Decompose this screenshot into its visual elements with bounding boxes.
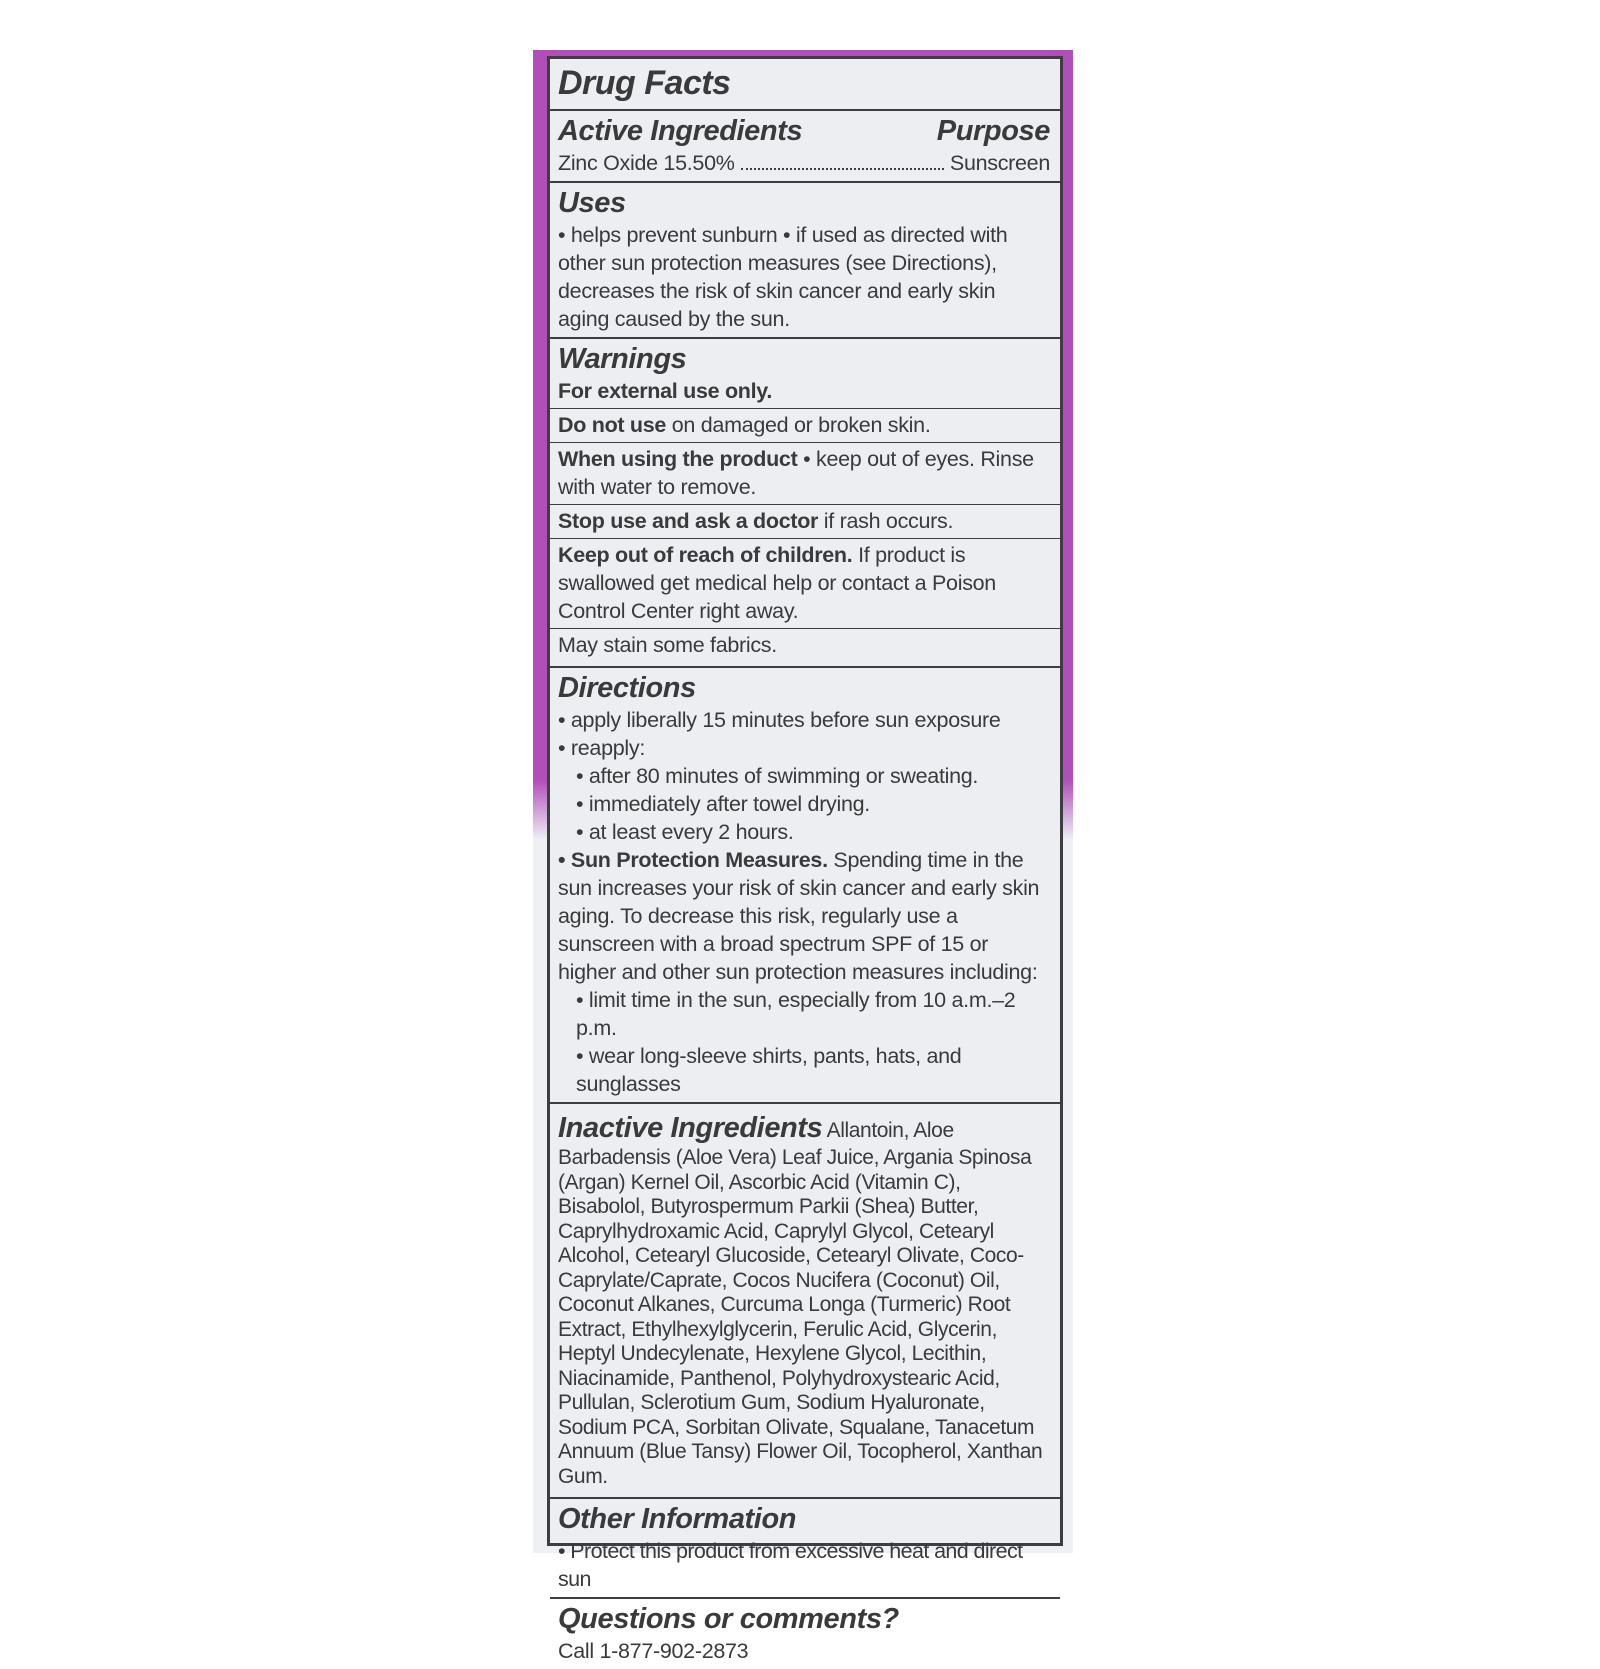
- other-information-section: [550, 1499, 1060, 1599]
- do-not-use-warning: Do not use on damaged or broken skin.: [550, 408, 1060, 442]
- title-section: [550, 59, 1060, 111]
- directions-section: [550, 668, 1060, 1104]
- stain-warning: May stain some fabrics.: [550, 628, 1060, 662]
- sun-protection-measures: • Sun Protection Measures. Spending time in the sun increases your risk of skin cancer and early skin aging. To decrease this risk, regularly use a sunscreen with a broad spectrum SPF of 15 or higher and other sun protection measures including:: [558, 848, 1040, 984]
- external-use-warning: For external use only.: [558, 379, 773, 403]
- inactive-ingredients-heading: Inactive Ingredients: [558, 1112, 823, 1144]
- direction-subitem: • at least every 2 hours.: [576, 820, 794, 844]
- dotted-leader: [741, 168, 944, 170]
- uses-heading: Uses: [558, 187, 626, 219]
- questions-heading: Questions or comments?: [558, 1603, 899, 1635]
- drug-facts-panel: [547, 56, 1063, 1663]
- direction-item: • reapply:: [558, 736, 645, 760]
- direction-subitem: • wear long-sleeve shirts, pants, hats, and sunglasses: [576, 1044, 962, 1096]
- warnings-section: [550, 339, 1060, 668]
- when-using-warning: When using the product • keep out of eyes. Rinse with water to remove.: [550, 442, 1060, 504]
- direction-subitem: • limit time in the sun, especially from 10 a.m.–2 p.m.: [576, 988, 1016, 1040]
- questions-phone: Call 1-877-902-2873: [558, 1639, 749, 1663]
- keep-out-of-reach-warning: Keep out of reach of children. If product is swallowed get medical help or contact a Poison Control Center right away.: [550, 538, 1060, 628]
- active-purpose: Sunscreen: [949, 151, 1050, 175]
- drug-facts-title: Drug Facts: [558, 64, 731, 102]
- inactive-ingredients-section: [550, 1104, 1060, 1499]
- active-ingredients-section: [550, 111, 1060, 183]
- uses-text: • helps prevent sunburn • if used as directed with other sun protection measures (see Directions), decreases the risk of skin cancer and early skin aging caused by the sun.: [558, 223, 1008, 331]
- inactive-ingredients-list: Allantoin, Aloe Barbadensis (Aloe Vera) Leaf Juice, Argania Spinosa (Argan) Kernel Oil, Ascorbic Acid (Vitamin C), Bisabolol, Butyrospermum Parkii (Shea) Butter, Caprylhydroxamic Acid, Caprylyl Glycol, Cetearyl Alcohol, Cetearyl Glucoside, Cetearyl Olivate, Coco-Caprylate/Caprate, Cocos Nucifera (Coconut) Oil, Coconut Alkanes, Curcuma Longa (Turmeric) Root Extract, Ethylhexylglycerin, Ferulic Acid, Glycerin, Heptyl Undecylenate, Hexylene Glycol, Lecithin, Niacinamide, Panthenol, Polyhydroxystearic Acid, Pullulan, Sclerotium Gum, Sodium Hyaluronate, Sodium PCA, Sorbitan Olivate, Squalane, Tanacetum Annuum (Blue Tansy) Flower Oil, Tocopherol, Xanthan Gum.: [558, 1119, 1043, 1488]
- direction-subitem: • immediately after towel drying.: [576, 792, 870, 816]
- active-ingredients-heading: Active Ingredients: [558, 115, 803, 147]
- uses-section: [550, 183, 1060, 339]
- other-information-heading: Other Information: [558, 1503, 797, 1535]
- purpose-heading: Purpose: [936, 115, 1050, 147]
- active-ingredient: Zinc Oxide 15.50%: [558, 151, 735, 175]
- questions-section: [550, 1599, 1060, 1669]
- warnings-heading: Warnings: [558, 343, 687, 375]
- stop-use-warning: Stop use and ask a doctor if rash occurs.: [550, 504, 1060, 538]
- other-information-text: • Protect this product from excessive heat and direct sun: [558, 1539, 1023, 1591]
- direction-subitem: • after 80 minutes of swimming or sweating.: [576, 764, 979, 788]
- directions-heading: Directions: [558, 672, 696, 704]
- direction-item: • apply liberally 15 minutes before sun exposure: [558, 708, 1001, 732]
